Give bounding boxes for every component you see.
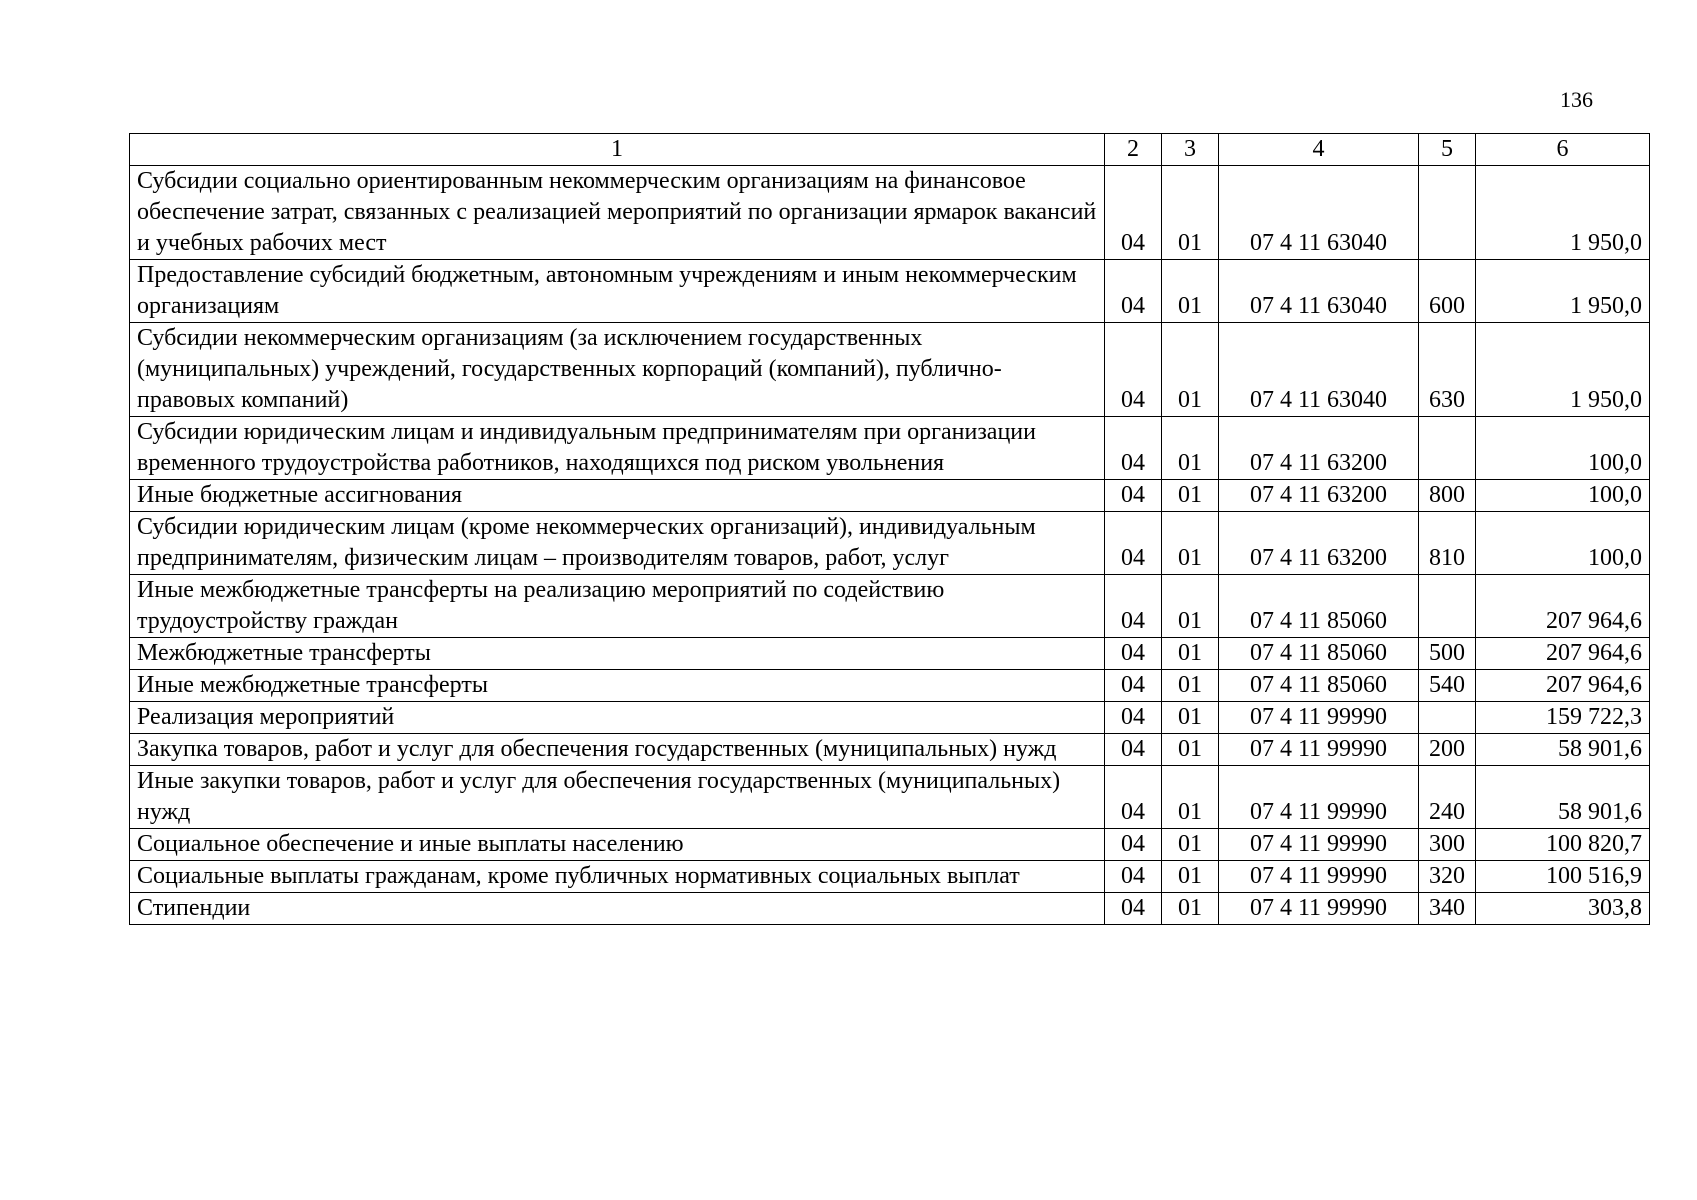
row-expense-type: 630	[1419, 323, 1476, 417]
row-amount: 100,0	[1476, 480, 1650, 512]
row-section: 04	[1105, 575, 1162, 638]
header-col-4: 4	[1219, 134, 1419, 166]
row-expense-type	[1419, 166, 1476, 260]
row-amount: 207 964,6	[1476, 575, 1650, 638]
row-target-article: 07 4 11 99990	[1219, 861, 1419, 893]
table-row	[130, 861, 1650, 893]
row-name: Субсидии юридическим лицам и индивидуальным предпринимателям при организации временного трудоустройства работников, находящихся под риском увольнения	[130, 417, 1105, 480]
row-section: 04	[1105, 893, 1162, 925]
row-expense-type: 320	[1419, 861, 1476, 893]
table-row	[130, 480, 1650, 512]
header-col-6: 6	[1476, 134, 1650, 166]
row-section: 04	[1105, 260, 1162, 323]
table-row	[130, 638, 1650, 670]
row-subsection: 01	[1162, 575, 1219, 638]
row-target-article: 07 4 11 99990	[1219, 702, 1419, 734]
budget-table	[129, 133, 1650, 925]
row-name: Реализация мероприятий	[130, 702, 1105, 734]
row-target-article: 07 4 11 63200	[1219, 512, 1419, 575]
row-amount: 100,0	[1476, 417, 1650, 480]
row-expense-type: 540	[1419, 670, 1476, 702]
row-amount: 207 964,6	[1476, 670, 1650, 702]
row-target-article: 07 4 11 63040	[1219, 323, 1419, 417]
row-amount: 58 901,6	[1476, 766, 1650, 829]
row-amount: 1 950,0	[1476, 166, 1650, 260]
table-row	[130, 670, 1650, 702]
row-target-article: 07 4 11 63040	[1219, 260, 1419, 323]
header-col-1: 1	[130, 134, 1105, 166]
row-amount: 159 722,3	[1476, 702, 1650, 734]
row-name: Закупка товаров, работ и услуг для обеспечения государственных (муниципальных) нужд	[130, 734, 1105, 766]
row-expense-type: 340	[1419, 893, 1476, 925]
table-row	[130, 829, 1650, 861]
header-col-3: 3	[1162, 134, 1219, 166]
row-section: 04	[1105, 323, 1162, 417]
row-expense-type: 800	[1419, 480, 1476, 512]
row-name: Социальное обеспечение и иные выплаты населению	[130, 829, 1105, 861]
row-subsection: 01	[1162, 480, 1219, 512]
row-target-article: 07 4 11 99990	[1219, 893, 1419, 925]
row-amount: 100 820,7	[1476, 829, 1650, 861]
table-body	[130, 166, 1650, 925]
row-expense-type: 600	[1419, 260, 1476, 323]
table-row	[130, 417, 1650, 480]
row-amount: 100,0	[1476, 512, 1650, 575]
row-expense-type: 200	[1419, 734, 1476, 766]
row-section: 04	[1105, 638, 1162, 670]
row-subsection: 01	[1162, 829, 1219, 861]
row-amount: 207 964,6	[1476, 638, 1650, 670]
row-name: Субсидии юридическим лицам (кроме некоммерческих организаций), индивидуальным предпринимателям, физическим лицам – производителям товаров, работ, услуг	[130, 512, 1105, 575]
row-expense-type	[1419, 702, 1476, 734]
table-row	[130, 575, 1650, 638]
header-col-5: 5	[1419, 134, 1476, 166]
row-expense-type: 300	[1419, 829, 1476, 861]
table-row	[130, 323, 1650, 417]
row-amount: 1 950,0	[1476, 260, 1650, 323]
row-target-article: 07 4 11 85060	[1219, 638, 1419, 670]
row-target-article: 07 4 11 63200	[1219, 480, 1419, 512]
row-name: Иные бюджетные ассигнования	[130, 480, 1105, 512]
row-subsection: 01	[1162, 670, 1219, 702]
row-section: 04	[1105, 861, 1162, 893]
row-subsection: 01	[1162, 166, 1219, 260]
table-row	[130, 702, 1650, 734]
row-section: 04	[1105, 829, 1162, 861]
table-row	[130, 893, 1650, 925]
row-name: Стипендии	[130, 893, 1105, 925]
row-target-article: 07 4 11 99990	[1219, 829, 1419, 861]
row-expense-type	[1419, 575, 1476, 638]
row-amount: 303,8	[1476, 893, 1650, 925]
row-amount: 100 516,9	[1476, 861, 1650, 893]
row-expense-type: 500	[1419, 638, 1476, 670]
row-target-article: 07 4 11 85060	[1219, 575, 1419, 638]
row-subsection: 01	[1162, 323, 1219, 417]
row-target-article: 07 4 11 63200	[1219, 417, 1419, 480]
row-subsection: 01	[1162, 512, 1219, 575]
row-subsection: 01	[1162, 417, 1219, 480]
row-amount: 58 901,6	[1476, 734, 1650, 766]
row-section: 04	[1105, 766, 1162, 829]
row-section: 04	[1105, 512, 1162, 575]
row-expense-type	[1419, 417, 1476, 480]
row-subsection: 01	[1162, 260, 1219, 323]
table-row	[130, 512, 1650, 575]
row-section: 04	[1105, 702, 1162, 734]
row-subsection: 01	[1162, 766, 1219, 829]
table-row	[130, 734, 1650, 766]
row-name: Иные межбюджетные трансферты	[130, 670, 1105, 702]
row-section: 04	[1105, 734, 1162, 766]
row-subsection: 01	[1162, 734, 1219, 766]
header-row	[130, 134, 1650, 166]
row-section: 04	[1105, 166, 1162, 260]
row-subsection: 01	[1162, 638, 1219, 670]
row-subsection: 01	[1162, 893, 1219, 925]
row-target-article: 07 4 11 85060	[1219, 670, 1419, 702]
row-expense-type: 240	[1419, 766, 1476, 829]
row-section: 04	[1105, 670, 1162, 702]
row-target-article: 07 4 11 99990	[1219, 734, 1419, 766]
row-subsection: 01	[1162, 702, 1219, 734]
page-number: 136	[1560, 87, 1593, 112]
row-name: Межбюджетные трансферты	[130, 638, 1105, 670]
row-expense-type: 810	[1419, 512, 1476, 575]
row-name: Предоставление субсидий бюджетным, автономным учреждениям и иным некоммерческим организациям	[130, 260, 1105, 323]
row-name: Иные межбюджетные трансферты на реализацию мероприятий по содействию трудоустройству граждан	[130, 575, 1105, 638]
row-section: 04	[1105, 480, 1162, 512]
row-subsection: 01	[1162, 861, 1219, 893]
row-name: Субсидии социально ориентированным некоммерческим организациям на финансовое обеспечение затрат, связанных с реализацией мероприятий по организации ярмарок вакансий и учебных рабочих мест	[130, 166, 1105, 260]
row-name: Субсидии некоммерческим организациям (за исключением государственных (муниципальных) учреждений, государственных корпораций (компаний), публично-правовых компаний)	[130, 323, 1105, 417]
header-col-2: 2	[1105, 134, 1162, 166]
row-target-article: 07 4 11 99990	[1219, 766, 1419, 829]
table-row	[130, 766, 1650, 829]
table-row	[130, 166, 1650, 260]
row-amount: 1 950,0	[1476, 323, 1650, 417]
row-target-article: 07 4 11 63040	[1219, 166, 1419, 260]
table-row	[130, 260, 1650, 323]
row-section: 04	[1105, 417, 1162, 480]
row-name: Иные закупки товаров, работ и услуг для обеспечения государственных (муниципальных) нужд	[130, 766, 1105, 829]
row-name: Социальные выплаты гражданам, кроме публичных нормативных социальных выплат	[130, 861, 1105, 893]
